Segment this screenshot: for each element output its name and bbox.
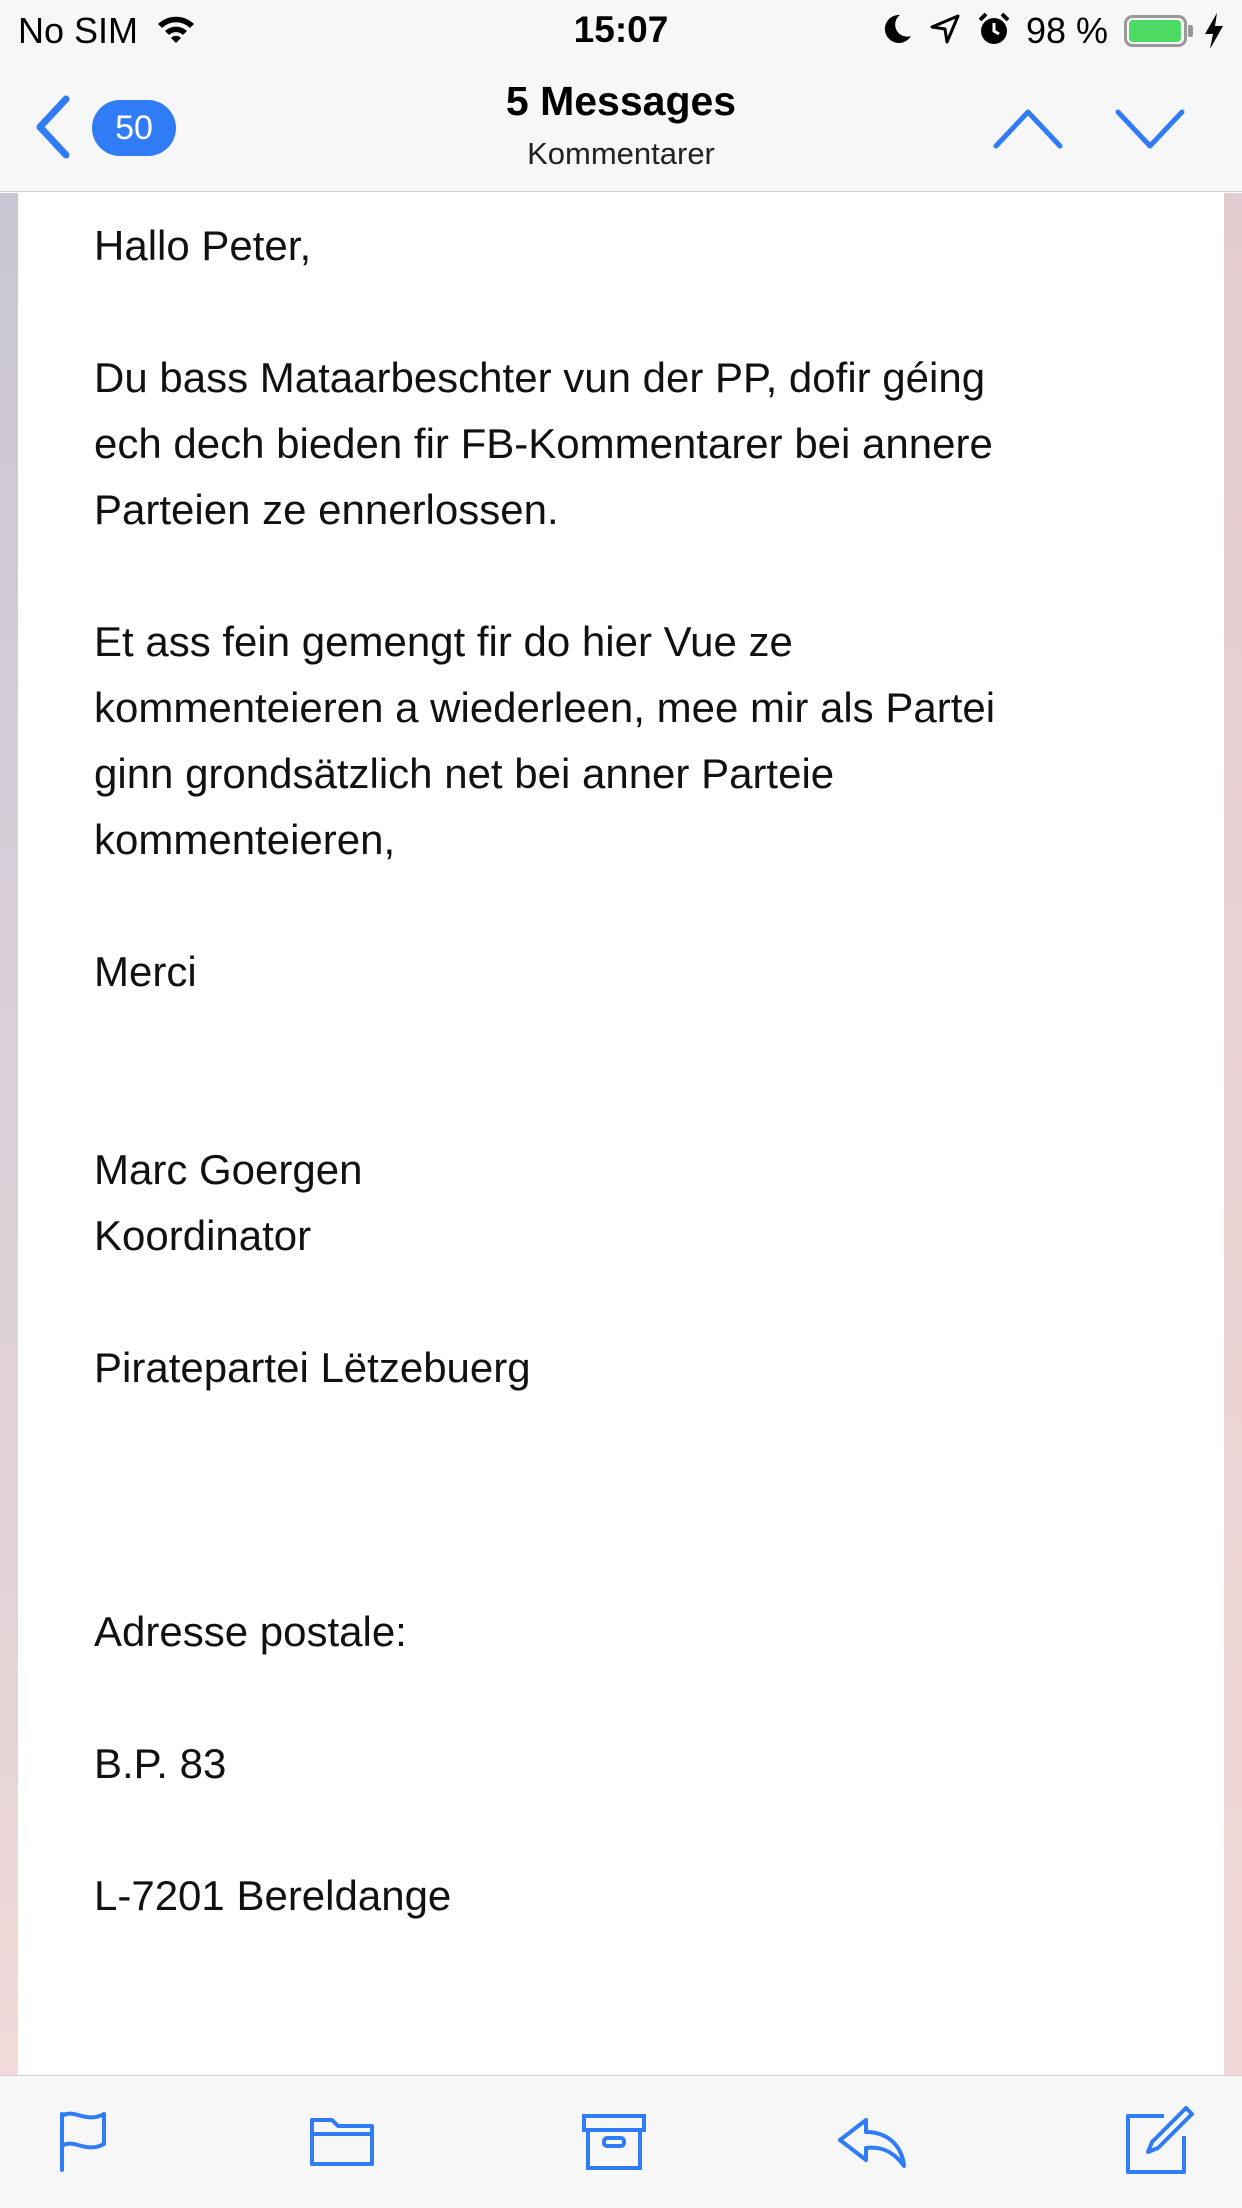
paragraph1-line: ech dech bieden fir FB-Kommentarer bei annere [94,420,993,467]
status-bar [0,0,1242,62]
alarm-icon [976,11,1012,47]
thread-subject: Kommentarer [527,136,715,171]
move-to-folder-button[interactable] [306,2104,378,2176]
paragraph2-line: ginn grondsätzlich net bei anner Parteie [94,750,835,797]
navigation-bar [0,62,1242,192]
signature-role: Koordinator [94,1212,312,1259]
stacked-message-edge-left [0,193,18,2075]
postal-city: L-7201 Bereldange [94,1872,452,1919]
signature-name: Marc Goergen [94,1146,363,1193]
reply-button[interactable] [836,2104,908,2176]
flag-button[interactable] [48,2104,120,2176]
moon-icon [880,12,914,46]
compose-icon [1124,2104,1196,2176]
clock: 15:07 [573,9,669,50]
folder-icon [306,2104,378,2176]
paragraph2-line: kommenteieren, [94,816,396,863]
chevron-down-icon [1112,100,1188,156]
next-message-button[interactable] [1112,100,1188,156]
thread-title: 5 Messages [505,78,737,124]
carrier-label: No SIM [18,10,139,51]
archive-button[interactable] [578,2104,650,2176]
po-box: B.P. 83 [94,1740,227,1787]
flag-icon [48,2104,120,2176]
battery-icon [1124,15,1194,47]
closing: Merci [94,948,197,995]
charging-bolt-icon [1202,12,1226,50]
archive-icon [578,2104,650,2176]
compose-button[interactable] [1124,2104,1196,2176]
organization-name: Piratepartei Lëtzebuerg [94,1344,531,1391]
paragraph2-line: Et ass fein gemengt fir do hier Vue ze [94,618,793,665]
paragraph1-line: Du bass Mataarbeschter vun der PP, dofir géing [94,354,986,401]
paragraph2-line: kommenteieren a wiederleen, mee mir als Partei [94,684,996,731]
unread-count-badge: 50 [92,100,176,156]
message-body[interactable] [18,193,1224,2075]
address-label: Adresse postale: [94,1608,407,1655]
greeting: Hallo Peter, [94,222,312,269]
stacked-message-edge-right [1224,193,1242,2075]
location-arrow-icon [928,12,962,46]
bottom-toolbar [0,2075,1242,2208]
paragraph1-line: Parteien ze ennerlossen. [94,486,559,533]
previous-message-button[interactable] [990,100,1066,156]
reply-icon [836,2104,908,2176]
chevron-up-icon [990,100,1066,156]
battery-percent: 98 % [1026,10,1109,51]
